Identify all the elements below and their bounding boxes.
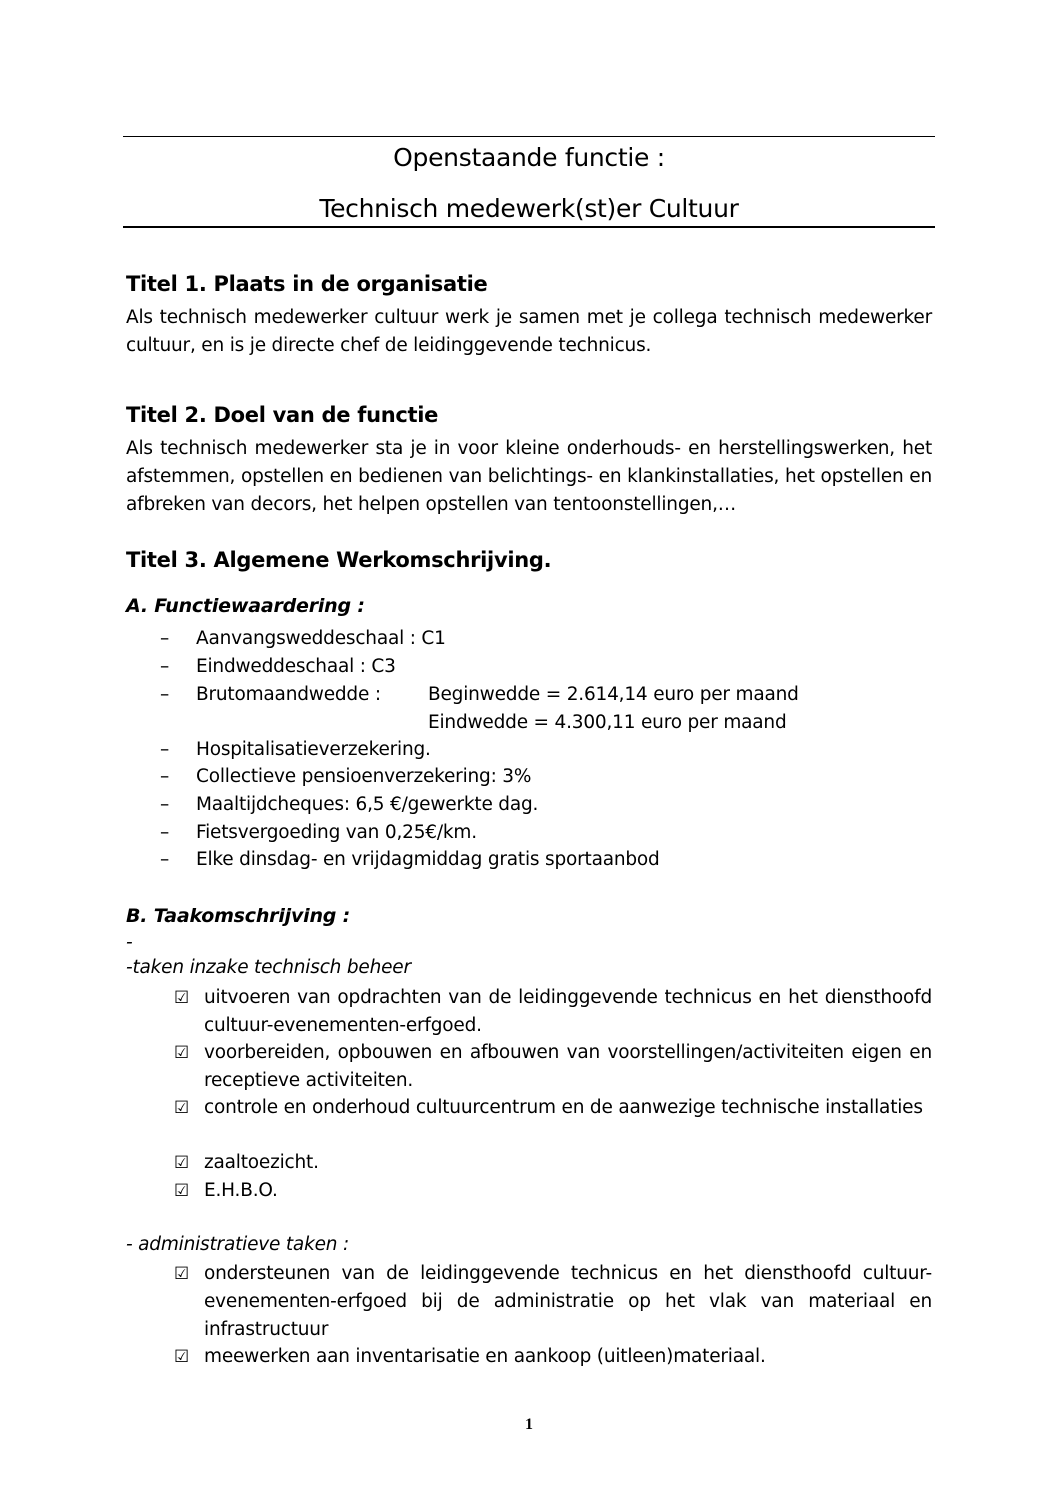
checkbox-checked-icon: ☑ [174, 1043, 190, 1063]
checkbox-checked-icon: ☑ [174, 1181, 190, 1201]
checkbox-checked-icon: ☑ [174, 1153, 190, 1173]
page-number: 1 [525, 1416, 533, 1433]
task-text: E.H.B.O. [204, 1180, 278, 1201]
wage-end: Eindwedde = 4.300,11 euro per maand [428, 712, 787, 733]
dash-bullet-icon: – [160, 656, 170, 677]
task-item [174, 1039, 932, 1095]
benefit-text: Brutomaandwedde : [196, 684, 381, 705]
title-top-rule [123, 136, 935, 137]
checkbox-checked-icon: ☑ [174, 988, 190, 1008]
dash-bullet-icon: – [160, 684, 170, 705]
dash-bullet-icon: – [160, 766, 170, 787]
section-heading-2: Titel 2. Doel van de functie [126, 403, 439, 427]
benefit-text: Hospitalisatieverzekering. [196, 739, 431, 760]
dash-bullet-icon: – [160, 849, 170, 870]
dash-bullet-icon: – [160, 628, 170, 649]
task-text: ondersteunen van de leidinggevende technicus en het diensthoofd cultuur-evenementen-erfgoed bij de administratie op het vlak van materiaal en infrastructuur [204, 1263, 932, 1340]
task-item [174, 1149, 932, 1177]
benefit-text: Elke dinsdag- en vrijdagmiddag gratis sportaanbod [196, 849, 660, 870]
checkbox-checked-icon: ☑ [174, 1347, 190, 1367]
benefit-text: Eindweddeschaal : C3 [196, 656, 396, 677]
section-body-1: Als technisch medewerker cultuur werk je samen met je collega technisch medewerker cultuur, en is je directe chef de leidinggevende technicus. [126, 307, 932, 356]
section-heading-3: Titel 3. Algemene Werkomschrijving. [126, 548, 552, 572]
subsection-heading-functiewaardering: A. Functiewaardering : [126, 595, 365, 617]
benefit-text: Maaltijdcheques: 6,5 €/gewerkte dag. [196, 794, 539, 815]
task-item [174, 1343, 932, 1371]
section-body-2: Als technisch medewerker sta je in voor kleine onderhouds- en herstellingswerken, het afstemmen, opstellen en bedienen van belichtings- en klankinstallaties, het opstellen en afbreken van decors, het helpen opstellen van tentoonstellingen,… [126, 438, 932, 515]
benefit-text: Collectieve pensioenverzekering: 3% [196, 766, 532, 787]
wage-begin: Beginwedde = 2.614,14 euro per maand [428, 684, 799, 705]
task-group-label-administrative: - administratieve taken : [126, 1234, 350, 1255]
page-title-line-2: Technisch medewerk(st)er Cultuur [319, 194, 739, 223]
subsection-heading-taakomschrijving: B. Taakomschrijving : [126, 905, 351, 927]
checkbox-checked-icon: ☑ [174, 1264, 190, 1284]
title-bottom-rule [123, 226, 935, 228]
lone-dash: - [126, 932, 133, 953]
dash-bullet-icon: – [160, 739, 170, 760]
task-text: meewerken aan inventarisatie en aankoop (uitleen)materiaal. [204, 1346, 766, 1367]
task-text: uitvoeren van opdrachten van de leidinggevende technicus en het diensthoofd cultuur-evenementen-erfgoed. [204, 987, 932, 1036]
task-group-label-technical: -taken inzake technisch beheer [126, 957, 411, 978]
benefit-text: Aanvangsweddeschaal : C1 [196, 628, 446, 649]
benefit-text: Fietsvergoeding van 0,25€/km. [196, 822, 477, 843]
dash-bullet-icon: – [160, 794, 170, 815]
dash-bullet-icon: – [160, 822, 170, 843]
task-text: zaaltoezicht. [204, 1152, 319, 1173]
task-item [174, 1260, 932, 1344]
task-text: controle en onderhoud cultuurcentrum en de aanwezige technische installaties [204, 1097, 923, 1118]
task-item [174, 984, 932, 1040]
task-item [174, 1094, 932, 1122]
checkbox-checked-icon: ☑ [174, 1098, 190, 1118]
task-item [174, 1177, 932, 1205]
section-heading-1: Titel 1. Plaats in de organisatie [126, 272, 488, 296]
page-title-line-1: Openstaande functie : [393, 143, 665, 172]
task-text: voorbereiden, opbouwen en afbouwen van voorstellingen/activiteiten eigen en receptieve activiteiten. [204, 1042, 932, 1091]
